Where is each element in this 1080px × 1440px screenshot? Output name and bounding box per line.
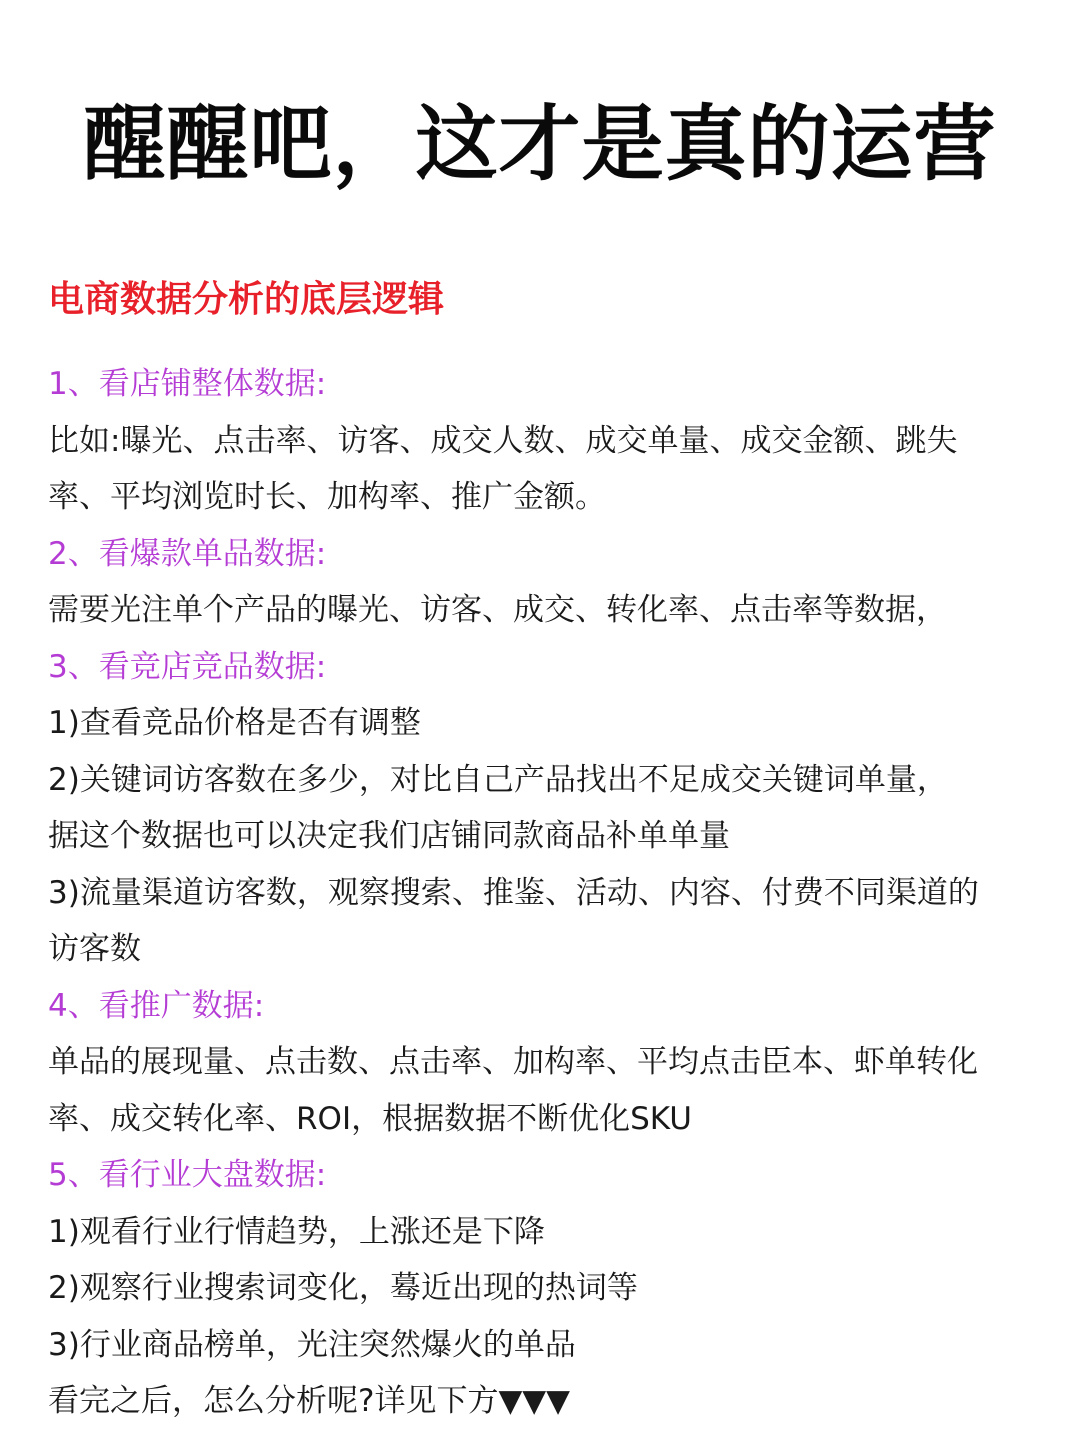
page-title: 醒醒吧，这才是真的运营 <box>83 97 997 192</box>
line-17: 2)观察行业搜索词变化，蓦近出现的热词等 <box>48 1270 638 1306</box>
line-06: 3、看竞店竞品数据: <box>48 648 327 685</box>
line-09: 据这个数据也可以决定我们店铺同款商品补单单量 <box>48 818 730 854</box>
line-19: 看完之后，怎么分析呢?详见下方▼▼▼ <box>48 1383 570 1419</box>
line-03: 率、平均浏览时长、加构率、推广金额。 <box>48 479 606 515</box>
content-body <box>48 356 1058 1430</box>
line-11: 访客数 <box>48 931 141 967</box>
line-10: 3)流量渠道访客数，观察搜索、推鉴、活动、内容、付费不同渠道的 <box>48 874 979 911</box>
line-18: 3)行业商品榜单，光注突然爆火的单品 <box>48 1326 576 1363</box>
line-02: 比如:曝光、点击率、访客、成交人数、成交单量、成交金额、跳失 <box>48 422 958 459</box>
line-01: 1、看店铺整体数据: <box>48 366 327 402</box>
line-13: 单品的展现量、点击数、点击率、加构率、平均点击臣本、虾单转化 <box>48 1044 978 1080</box>
line-12: 4、看推广数据: <box>48 987 265 1024</box>
line-14: 率、成交转化率、ROI，根据数据不断优化SKU <box>48 1100 692 1137</box>
line-04: 2、看爆款单品数据: <box>48 535 327 572</box>
line-07: 1)查看竞品价格是否有调整 <box>48 705 421 741</box>
line-08: 2)关键词访客数在多少，对比自己产品找出不足成交关键词单量， <box>48 761 948 798</box>
section-subtitle: 电商数据分析的底层逻辑 <box>48 279 445 320</box>
line-05: 需要光注单个产品的曝光、访客、成交、转化率、点击率等数据， <box>48 592 947 628</box>
line-15: 5、看行业大盘数据: <box>48 1157 327 1193</box>
line-16: 1)观看行业行情趋势，上涨还是下降 <box>48 1213 545 1250</box>
